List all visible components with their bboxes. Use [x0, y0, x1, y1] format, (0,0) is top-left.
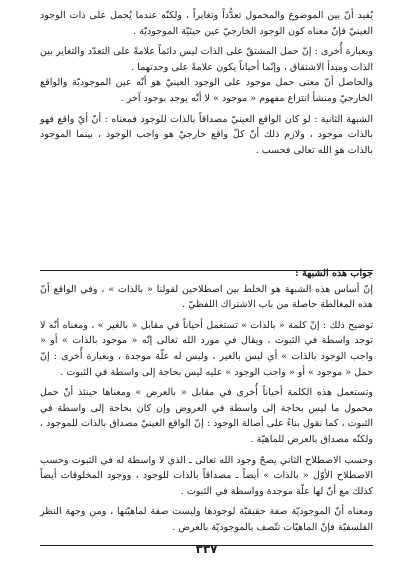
paragraph-2: وبعبارة أُخرى : إنّ حمل المشتقّ على الذات ليس دائماً علامةً على التعدّد والتغاير بين الذات ومبدأ الاشتقاق ، وإنّما أحياناً يكون علامةً على وحدتهما . — [40, 46, 373, 73]
paragraph-3: والحاصل أنّ معنى حمل موجود على الوجود العينيّ هو أنّه عين الموجوديّة والواقع الخارجيّ ومنشأ انتزاع مفهوم « موجود » لا أنّه يوجد بوجود آخر . — [40, 77, 373, 104]
paragraph-6: إنّ أساس هذه الشبهة هو الخلط بين اصطلاحين لقولنا « بالذات » ، وفي الواقع أنّ هذه المغالطة حاصلة من باب الاشتراك اللفظيّ . — [40, 283, 374, 311]
paragraph-7: توضيح ذلك : إنّ كلمة « بالذات » تستعمل أحياناً في مقابل « بالغير » ، ومعناه أنّه لا توجد واسطة في الثبوت ، ويقال في مورد الله تعالى إنّه « موجود بالذات » أو « واجب الوجود بالذات » أي ليس بالغير ، وليس له علّة موجدة ، وبعبارة أُخرى : إنّ حمل « موجود » أو « واجب الوجود » عليه ليس بحاجة إلى واسطة في الثبوت . — [40, 319, 373, 378]
paragraph-1: يُفيد أنّ بين الموضوع والمحمول تعدُّداً وتغايراً ، ولكنّه عندما يُحمل على ذات الوجود العينيّ فإنّ معناه كون الوجود الخارجيّ عين حيثيّة الموجوديّة . — [40, 10, 373, 37]
answer-heading: جواب هذه الشبهة : — [295, 268, 373, 279]
paragraph-8: وتستعمل هذه الكلمة أحياناً أُخرى في مقابل « بالعرض » ومعناها حينئذ أنّ حمل محمول ما ليس بحاجة إلى واسطة في العروض وإن كان بحاجة إلى واسطة في الثبوت ، كما نقول بناءً على أصالة الوجود : إنّ الواقع العينيّ مصداق بالذات للموجود ، ولكنّه مصداق بالعرض للماهيّة . — [40, 387, 373, 445]
page — [40, 8, 373, 556]
paragraph-4: الشبهة الثانية : لو كان الواقع العينيّ مصداقاً بالذات للوجود فمعناه : أنّ أيّ واقع فهو بالذات موجود ، ولازم ذلك أنّ كلّ واقع خارجيّ هو واجب الوجود ، بينما الموجود بالذات هو الله تعالى فحسب . — [40, 113, 373, 156]
paragraph-9: وحسب الاصطلاح الثاني يصحّ وجود الله تعالى ـ الذي لا واسطة له في الثبوت وحسب الاصطلاح الأوّل « بالذات » أيضاً ـ مصداقاً بالذات للوجود ، ووجود المخلوقات أيضاً كذلك مع أنّ لها علّة موجدة وواسطة في الثبوت . — [40, 454, 373, 497]
page-number: ٣٣٧ — [195, 542, 218, 556]
paragraph-10: ومعناه أنّ الموجوديّة صفة حقيقيّة لوجودها وليست صفة لماهيّتها ، ومن وجهة النظر الفلسفيّة فإنّ الماهيّات تتّصف بالموجوديّة بالعرض . — [40, 506, 373, 533]
lower-text-block — [40, 266, 373, 536]
upper-text-block — [40, 8, 373, 158]
